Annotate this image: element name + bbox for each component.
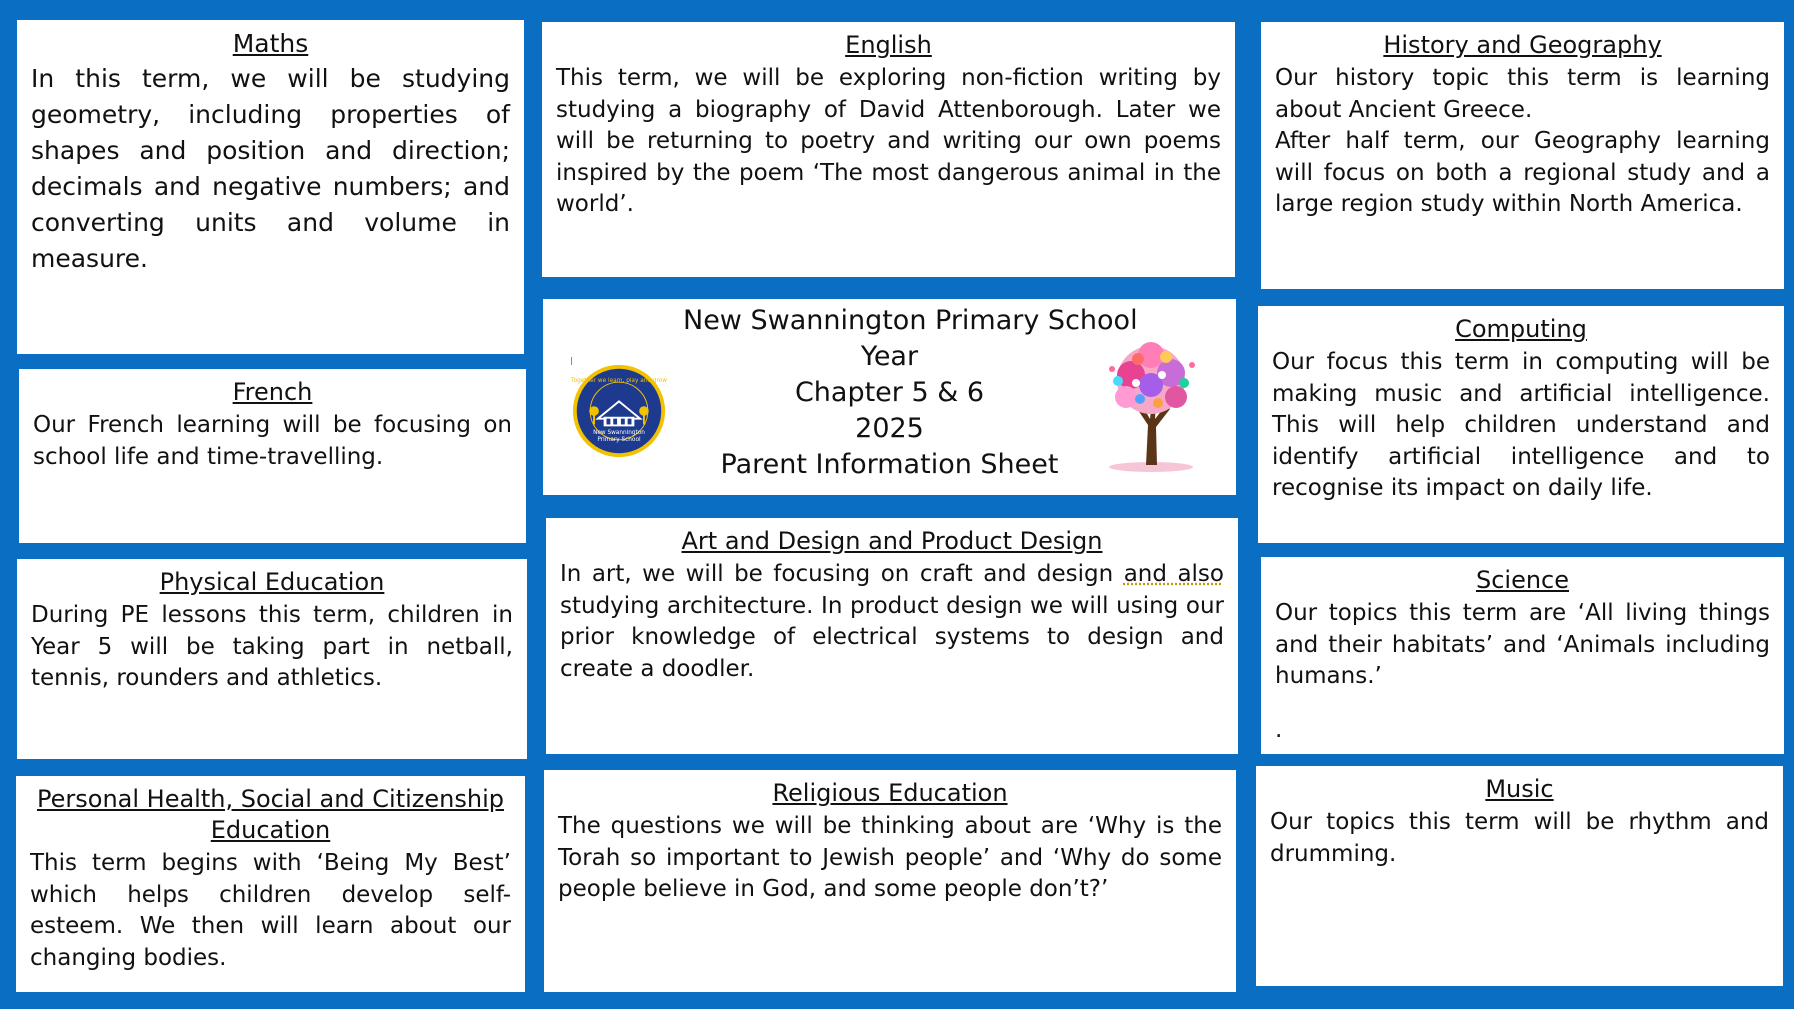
school-header-panel	[543, 299, 1236, 495]
re-panel	[544, 770, 1236, 992]
computing-title: Computing	[1455, 315, 1587, 343]
art-panel	[546, 518, 1238, 754]
maths-title: Maths	[232, 29, 309, 58]
header-text-block	[683, 303, 1138, 483]
re-text: The questions we will be thinking about are ‘Why is the Torah so important to Jewish people’ and ‘Why do some people believe in God, and some people don’t?’	[558, 813, 1222, 902]
year-number: 2025	[855, 413, 924, 444]
geography-text: After half term, our Geography learning will focus on both a regional study and a large region study within North America.	[1275, 128, 1770, 217]
logo-text-bottom-1: New Swannington	[593, 430, 645, 437]
colourful-tree-icon	[1096, 335, 1206, 475]
pshce-title: Personal Health, Social and Citizenship Education	[37, 785, 504, 844]
music-text: Our topics this term will be rhythm and drumming.	[1270, 809, 1769, 867]
art-text-part-b: and also	[1123, 561, 1224, 587]
pe-title: Physical Education	[159, 568, 385, 596]
music-panel	[1256, 766, 1783, 986]
history-geography-panel	[1261, 22, 1784, 289]
art-text	[560, 559, 1224, 685]
year-label: Year	[860, 341, 919, 372]
art-title: Art and Design and Product Design	[681, 527, 1103, 555]
history-geography-title: History and Geography	[1383, 31, 1662, 59]
science-panel	[1261, 557, 1784, 754]
maths-panel	[17, 20, 524, 354]
english-title: English	[845, 31, 932, 59]
music-title: Music	[1485, 775, 1554, 803]
maths-text: In this term, we will be studying geometry, including properties of shapes and position and direction; decimals and negative numbers; and converting units and volume in measure.	[31, 64, 510, 273]
art-text-part-a: In art, we will be focusing on craft and design	[560, 561, 1124, 587]
chapter-label: Chapter 5 & 6	[794, 377, 985, 408]
english-panel	[542, 22, 1235, 277]
logo-text-top: Together we learn, play and grow	[571, 378, 667, 385]
english-text: This term, we will be exploring non-fiction writing by studying a biography of David Attenborough. Later we will be returning to poetry and writing our own poems inspired by the poem ‘The most dangerous animal in the world’.	[556, 65, 1221, 217]
logo-text-bottom-2: Primary School	[597, 436, 641, 443]
french-title: French	[232, 378, 313, 406]
french-panel	[19, 369, 526, 543]
french-text: Our French learning will be focusing on school life and time-travelling.	[33, 412, 512, 470]
pe-panel	[17, 559, 527, 759]
re-title: Religious Education	[772, 779, 1008, 807]
pshce-panel	[16, 776, 525, 992]
computing-text: Our focus this term in computing will be making music and artificial intelligence. This will help children understand and identify artificial intelligence and to recognise its impact on daily life.	[1272, 349, 1770, 501]
computing-panel	[1258, 306, 1784, 543]
school-name: New Swannington Primary School	[683, 305, 1138, 336]
school-logo-icon	[571, 363, 667, 459]
art-text-part-c: studying architecture. In product design we will using our prior knowledge of electrical systems to design and create a doodler.	[560, 592, 1224, 682]
sheet-title: Parent Information Sheet	[720, 449, 1059, 480]
history-text: Our history topic this term is learning about Ancient Greece.	[1275, 65, 1770, 123]
pshce-text: This term begins with ‘Being My Best’ which helps children develop self-esteem. We then will learn about our changing bodies.	[30, 850, 511, 971]
science-text: Our topics this term are ‘All living things and their habitats’ and ‘Animals including humans.’	[1275, 600, 1770, 689]
pe-text: During PE lessons this term, children in Year 5 will be taking part in netball, tennis, rounders and athletics.	[31, 602, 513, 691]
science-title: Science	[1475, 566, 1570, 594]
science-dot: .	[1275, 716, 1283, 743]
